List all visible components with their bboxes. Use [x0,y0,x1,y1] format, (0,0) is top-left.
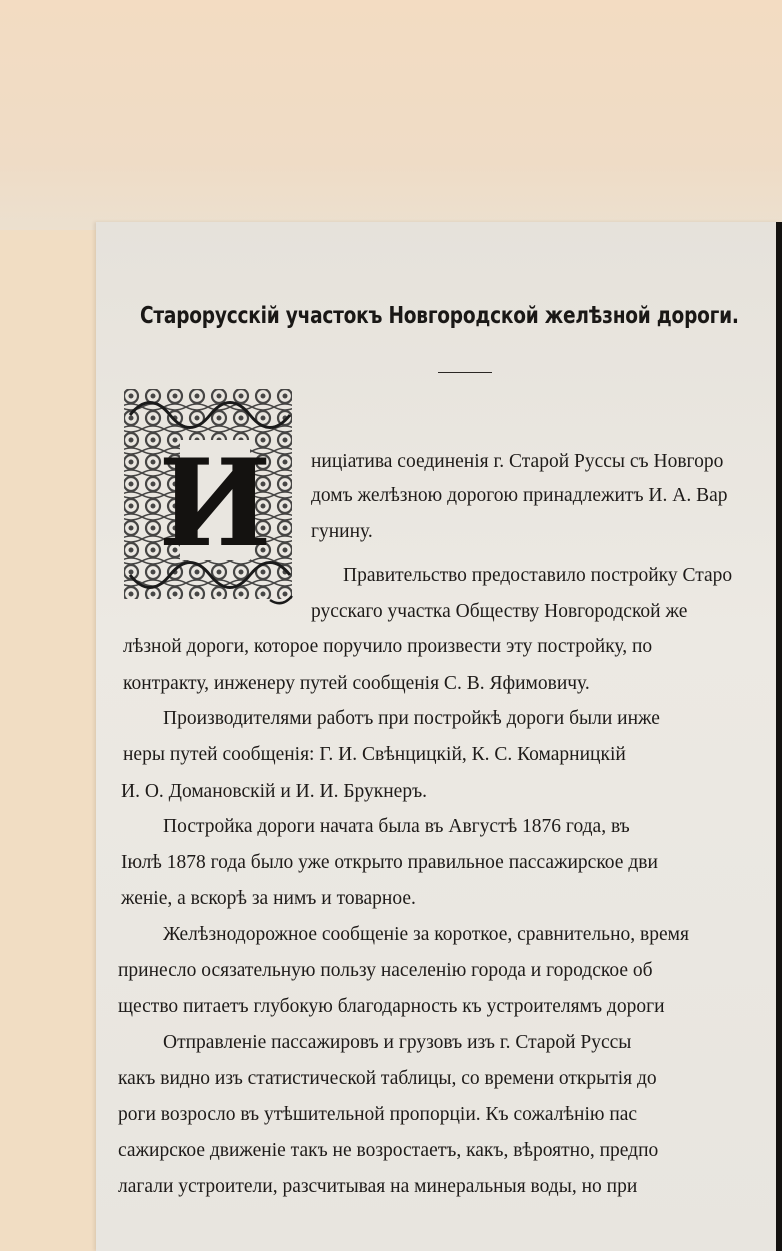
body-line-7: контракту, инженеру путей сообщенія С. В. Яфимовичу. [123,673,590,694]
article-title: Старорусскій участокъ Новгородской желѣзной дороги. [140,301,739,329]
body-line-18: какъ видно изъ статистической таблицы, со времени открытія до [118,1068,657,1089]
body-line-20: сажирское движеніе такъ не возростаетъ, какъ, вѣроятно, предпо [118,1140,659,1161]
body-line-21: лагали устроители, разсчитывая на минеральныя воды, но при [118,1176,638,1197]
body-line-11: Постройка дороги начата была въ Августѣ 1876 года, въ [163,816,630,837]
body-line-10: И. О. Домановскій и И. И. Брукнеръ. [121,781,428,802]
body-line-2: домъ желѣзною дорогою принадлежитъ И. А. Вар [311,485,728,506]
body-line-12: Іюлѣ 1878 года было уже открыто правильное пассажирское дви [121,852,658,873]
body-line-3: гунину. [311,521,373,542]
body-line-6: лѣзной дороги, которое поручило произвести эту постройку, по [123,636,653,657]
body-line-4: Правительство предоставило постройку Старо [343,565,733,586]
page-margin-top [0,0,782,230]
body-line-15: принесло осязательную пользу населенію города и городское об [118,960,653,981]
body-line-8: Производителями работъ при постройкѣ дороги были инже [163,708,660,729]
book-spine-edge [776,222,782,1251]
printed-page [96,222,782,1251]
body-line-17: Отправленіе пассажировъ и грузовъ изъ г. Старой Руссы [163,1032,632,1053]
body-line-13: женіе, а вскорѣ за нимъ и товарное. [121,888,416,909]
body-line-9: неры путей сообщенія: Г. И. Свѣнцицкій, К. С. Комарницкій [123,744,626,765]
body-line-14: Желѣзнодорожное сообщеніе за короткое, сравнительно, время [163,924,689,945]
body-line-5: русскаго участка Обществу Новгородской же [311,601,688,622]
body-line-19: роги возросло въ утѣшительной пропорціи. Къ сожалѣнію пас [118,1104,638,1125]
body-line-16: щество питаетъ глубокую благодарность къ устроителямъ дороги [118,996,665,1017]
body-line-1: ниціатива соединенія г. Старой Руссы съ Новгоро [311,451,724,472]
ornamental-drop-cap [120,385,298,615]
title-divider [438,372,492,373]
drop-cap-letter: И [158,433,272,574]
